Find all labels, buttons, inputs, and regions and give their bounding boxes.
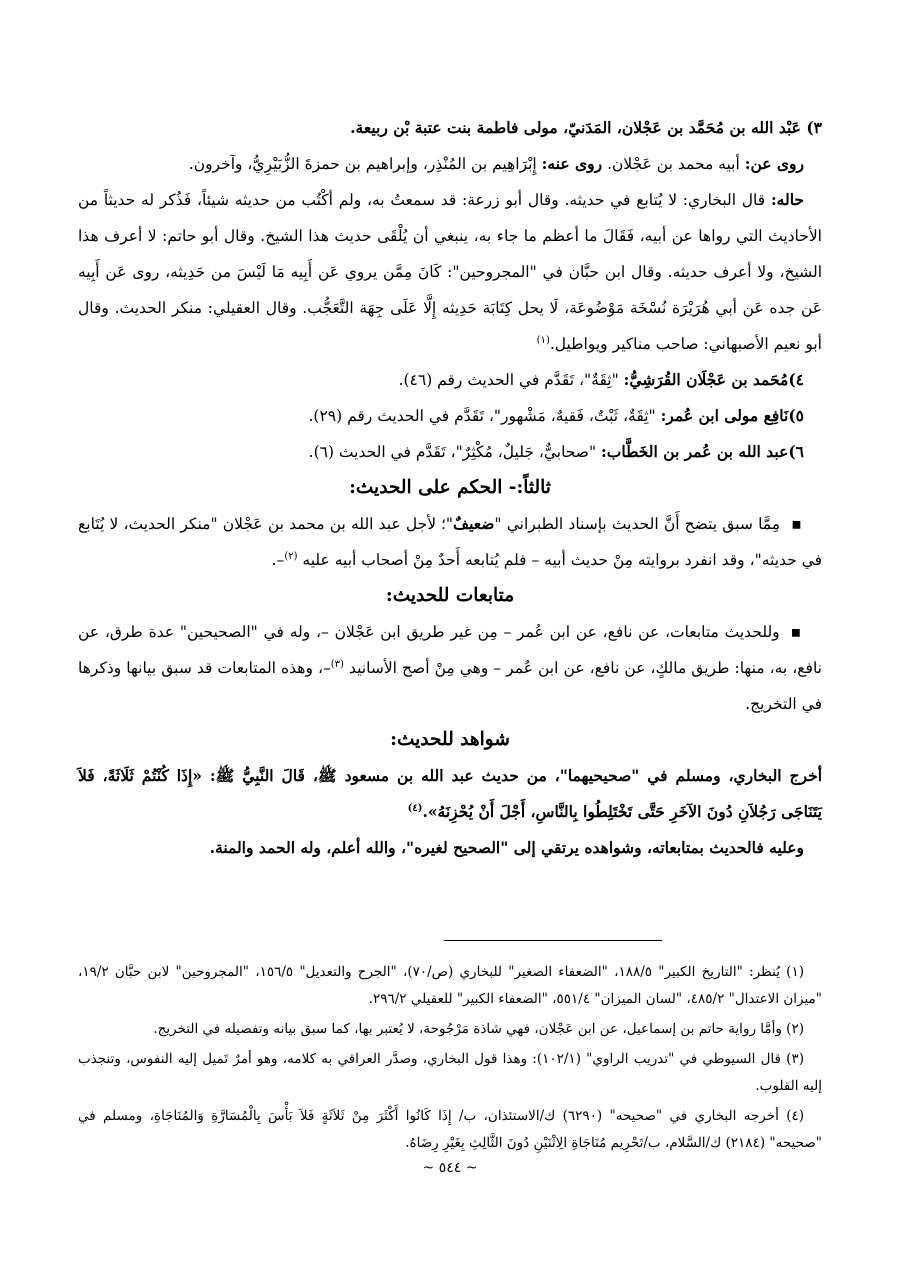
narrator-3-rawa — [78, 146, 822, 182]
footnote-ref-4: (٤) — [407, 802, 423, 814]
followups-text-a: وللحديث متابعات، عن نافع، عن ابن عُمر – مِن غير طريق ابن عَجْلان –، وله في "الصحيحين" عدة طرق، عن نافع، به، منها: طريق مالكٍ، عن نافع، عن ابن عُمر – وهي مِنْ أصح الأسانيد — [78, 623, 822, 677]
rawa-anhu-text: إِبْرَاهِيم بن المُنْذِر، وإبراهيم بن حمزةَ الزُّبَيْرِيُّ، وآخرون. — [188, 155, 542, 173]
footnotes — [78, 959, 822, 1157]
main-body — [78, 110, 822, 866]
witnesses-text: أخرج البخاري، ومسلم في "صحيحيهما"، من حديث عبد الله بن مسعود ﷺ، قَالَ النَّبِيُّ ﷺ: «إِذَا كُنْتُمْ ثَلَاثَةً، فَلاَ يَتَنَاجَى رَجُلاَنِ دُونَ الآخَرِ حَتَّى تَخْتَلِطُوا بِالنَّاسِ، أَجْلَ أَنْ يُحْزِنَهُ». — [78, 766, 822, 821]
footnote-2: (٢) وأمَّا رواية حاتم بن إسماعيل، عن ابن عَجْلان، فهي شاذة مَرْجُوحة، لا يُعتبر بها، كما سبق بيانه وتفصيله في التخريج. — [153, 1021, 804, 1037]
narrator-3-number: ٣) — [806, 118, 822, 137]
conclusion-paragraph: وعليه فالحديث بمتابعاته، وشواهده يرتقي إلى "الصحيح لغيره"، والله أعلم، وله الحمد والمنة. — [209, 838, 804, 857]
narrator-6-number: ٦) — [788, 442, 804, 461]
footnote-ref-1: (١) — [536, 334, 550, 346]
narrator-4-number: ٤) — [788, 370, 804, 389]
narrator-3-name: عَبْد الله بن مُحَمَّد بن عَجْلان، المَدَنيّ، مولى فاطمة بنت عتبة بْن ربيعة. — [350, 118, 801, 137]
bullet-icon: ▪ — [791, 515, 803, 533]
narrator-5-name: نَافِع مولى ابن عُمر: — [660, 406, 789, 425]
followups-paragraph — [78, 614, 822, 722]
narrator-4-text: "ثِقَةٌ"، تَقَدَّم في الحديث رقم (٤٦). — [398, 371, 624, 389]
narrator-6-name: عبد الله بن عُمر بن الخَطَّاب: — [601, 442, 789, 461]
status-label: حاله: — [770, 190, 804, 209]
narrator-6 — [78, 434, 822, 470]
rawa-text: أبيه محمد بن عَجْلان. — [602, 155, 745, 173]
followups-text-b: –، وهذه المتابعات قد سبق بيانها وذكرها في التخريج. — [78, 659, 822, 713]
narrator-4-name: مُحَمد بن عَجْلَان القُرَشِيُّ: — [623, 370, 789, 389]
footnote-separator — [444, 940, 662, 941]
witnesses-paragraph — [78, 758, 822, 830]
rawa-anhu-label: روى عنه: — [541, 154, 603, 173]
ruling-text-b: "؛ لأجل عبد الله بن محمد بن عَجْلان "منكر الحديث، لا يُتَابع في حديثه"، وقد انفرد بروايته مِنْ حديث أبيه – فلم يُتابعه أَحدٌ مِنْ أصحاب أبيه عليه — [78, 515, 822, 569]
narrator-3-status — [78, 182, 822, 362]
witnesses-heading: شواهد للحديث: — [390, 729, 510, 750]
footnote-1: (١) يُنظر: "التاريخ الكبير" ١٨٨/٥، "الضعفاء الصغير" للبخاري (ص/٧٠)، "الجرح والتعديل" ١٥٦/٥، "المجروحين" لابن حبَّان ١٩/٢، "ميزان الاعتدال" ٤٨٥/٢، "لسان الميزان" ٥٥١/٤، "الضعفاء الكبير" للعقيلي ٢٩٦/٢. — [78, 964, 822, 1007]
page-number: ~ ٥٤٤ ~ — [422, 1160, 478, 1176]
footnote-ref-2: (٢) — [284, 550, 298, 562]
narrator-5 — [78, 398, 822, 434]
ruling-text-a: مِمَّا سبق يتضح أَنَّ الحديث بإسناد الطبراني " — [494, 515, 786, 533]
narrator-5-number: ٥) — [788, 406, 804, 425]
footnote-3: (٣) قال السيوطي في "تدريب الراوي" (١٠٢/١): وهذا قول البخاري، وصدَّر العراقي به كلامه، وهو أمرٌ تَميل إليه النفوس، وتنجذب إليه القلوب. — [78, 1051, 822, 1094]
ruling-verdict: ضعيفٌ — [453, 514, 495, 533]
narrator-4 — [78, 362, 822, 398]
ruling-text-c: –. — [271, 551, 285, 569]
status-text: قال البخاري: لا يُتابع في حديثه. وقال أبو زرعة: قد سمعتُ به، ولم أكْتُب من حديثه شيئاً، فَذُكر له حديثاً من الأحاديث التي رواها عن أبيه، فَقَالَ ما أعظم ما جاء به، ينبغي أن يُلْقَى حديث هذا الشيخ. وقال أبو حاتم: لا أعرف هذا الشيخ، ولا أعرف حديثه. وقال ابن حبَّان في "المجروحين": كَانَ مِمَّن يروي عَن أَبِيه مَا لَيْسَ من حَدِيثه، روى عَن أَبِيه عَن جده عَن أبي هُرَيْرَة نُسْخَة مَوْضُوعَة، لَا يحل كِتَابَة حَدِيثه إِلَّا عَلَى جِهَة التَّعَجُّب. وقال العقيلي: منكر الحديث. وقال أبو نعيم الأصبهاني: صاحب مناكير ويواطيل. — [78, 191, 822, 353]
ruling-paragraph — [78, 506, 822, 578]
narrator-3-title — [78, 110, 822, 146]
narrator-6-text: "صحابيٌّ، جَليلٌ، مُكْثِرٌ"، تَقَدَّم في الحديث (٦). — [308, 443, 602, 461]
narrator-5-text: "ثِقَةٌ، ثَبْتٌ، فَقيهٌ، مَشْهور"، تَقَدَّم في الحديث رقم (٢٩). — [308, 407, 661, 425]
bullet-icon: ▪ — [790, 623, 802, 641]
footnote-ref-3: (٣) — [330, 658, 344, 670]
ruling-heading: ثالثاً:- الحكم على الحديث: — [349, 477, 551, 498]
followups-heading: متابعات للحديث: — [385, 585, 515, 606]
footnote-4: (٤) أخرجه البخاري في "صحيحه" (٦٢٩٠) ك/الاستئذان، ب/ إِذَا كَانُوا أَكْثَرَ مِنْ ثَلاَثَةٍ فَلاَ بَأْسَ بِالْمُسَارَّةِ وَالمُنَاجَاةِ، ومسلم في "صحيحه" (٢١٨٤) ك/السَّلام، ب/تَحْرِيم مُنَاجَاةِ الِاثْنَيْنِ دُونَ الثَّالِثِ بِغَيْرِ رِضَاهُ. — [78, 1108, 822, 1151]
rawa-label: روى عن: — [744, 154, 804, 173]
